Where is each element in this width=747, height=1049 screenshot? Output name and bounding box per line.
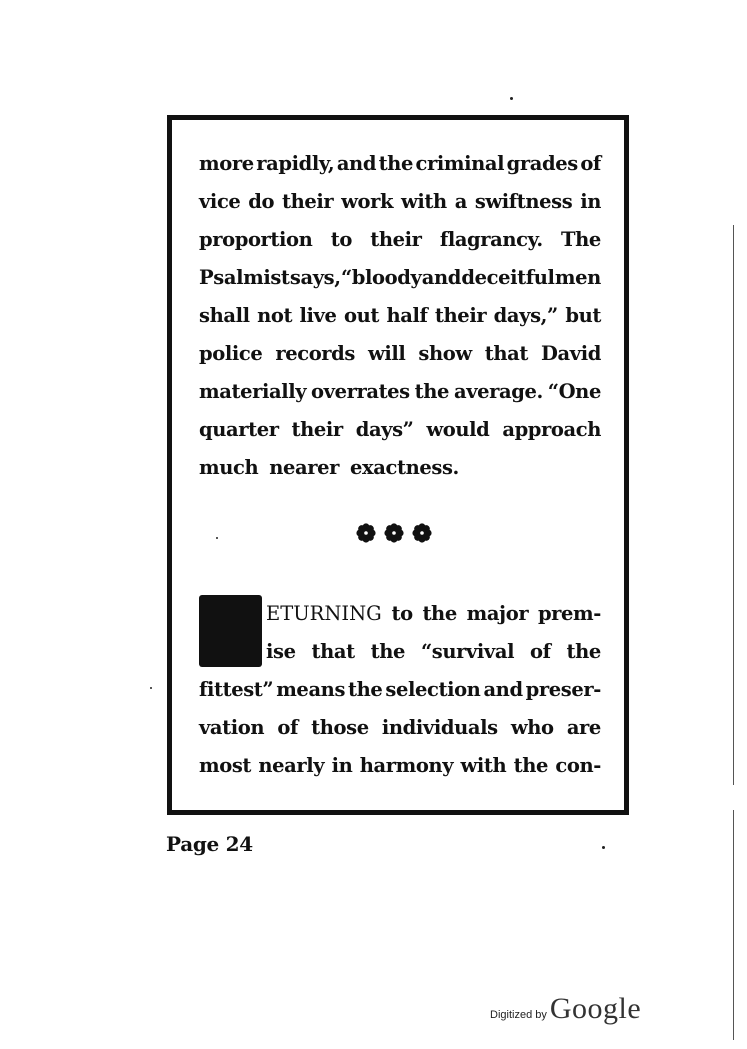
text-line bbox=[199, 747, 601, 785]
word: a bbox=[454, 190, 467, 213]
word: and bbox=[483, 678, 523, 701]
word: ise bbox=[266, 640, 296, 663]
scan-edge-line bbox=[733, 810, 734, 1040]
word: individuals bbox=[381, 716, 498, 739]
word: overrates bbox=[311, 380, 410, 403]
word: records bbox=[275, 342, 355, 365]
word: do bbox=[248, 190, 275, 213]
text-line bbox=[199, 259, 601, 297]
word: live bbox=[299, 304, 337, 327]
word: preser- bbox=[525, 678, 601, 701]
word: “bloody bbox=[340, 266, 422, 289]
word: more bbox=[199, 152, 254, 175]
word: men bbox=[554, 266, 601, 289]
word: vation bbox=[199, 716, 265, 739]
word: quarter bbox=[199, 418, 279, 441]
word: days,” bbox=[493, 304, 558, 327]
word: ETURNING bbox=[266, 602, 382, 625]
text-line bbox=[199, 449, 601, 487]
word: of bbox=[580, 152, 601, 175]
word: “survival bbox=[420, 640, 515, 663]
google-logo-text: Google bbox=[549, 992, 642, 1025]
word: Psalmist bbox=[199, 266, 290, 289]
word: with bbox=[401, 190, 447, 213]
word: and bbox=[336, 152, 377, 175]
text-line bbox=[199, 221, 601, 259]
text-line bbox=[199, 145, 601, 183]
word: to bbox=[330, 228, 352, 251]
word: with bbox=[460, 754, 507, 777]
digitized-by-label: Digitized by bbox=[490, 1009, 547, 1021]
text-line bbox=[199, 709, 601, 747]
word: harmony bbox=[359, 754, 454, 777]
word: shall bbox=[199, 304, 250, 327]
paragraph-1 bbox=[199, 145, 601, 487]
word: police bbox=[199, 342, 263, 365]
word: the bbox=[566, 640, 601, 663]
word: vice bbox=[199, 190, 241, 213]
word: half bbox=[386, 304, 428, 327]
word: and bbox=[421, 266, 462, 289]
word: nearly bbox=[258, 754, 325, 777]
word: of bbox=[277, 716, 298, 739]
scan-speck bbox=[216, 537, 218, 539]
word: in bbox=[331, 754, 353, 777]
word: would bbox=[426, 418, 490, 441]
flower-ornament-icon bbox=[411, 522, 433, 548]
word: “One bbox=[547, 380, 601, 403]
word: con- bbox=[555, 754, 601, 777]
page-number: Page 24 bbox=[166, 832, 253, 856]
word: their bbox=[370, 228, 422, 251]
word: the bbox=[348, 678, 383, 701]
word: that bbox=[484, 342, 529, 365]
word: major bbox=[466, 602, 529, 625]
word: that bbox=[311, 640, 355, 663]
text-line bbox=[199, 373, 601, 411]
word: the bbox=[513, 754, 549, 777]
scan-edge-line bbox=[733, 225, 734, 785]
word: out bbox=[343, 304, 379, 327]
word: the bbox=[370, 640, 406, 663]
word: means bbox=[276, 678, 346, 701]
word: but bbox=[565, 304, 601, 327]
word: deceitful bbox=[461, 266, 555, 289]
word: prem- bbox=[537, 602, 601, 625]
text-line bbox=[266, 633, 601, 671]
word: those bbox=[311, 716, 369, 739]
word: most bbox=[199, 754, 252, 777]
word: are bbox=[566, 716, 601, 739]
word: their bbox=[434, 304, 487, 327]
word: will bbox=[368, 342, 406, 365]
digitized-credit bbox=[490, 992, 641, 1026]
word: much bbox=[199, 456, 259, 479]
word: in bbox=[580, 190, 601, 213]
word: their bbox=[291, 418, 343, 441]
word: criminal bbox=[415, 152, 505, 175]
word: show bbox=[418, 342, 472, 365]
word: their bbox=[282, 190, 334, 213]
paragraph-2 bbox=[199, 595, 601, 785]
word: exactness. bbox=[350, 456, 459, 479]
word: who bbox=[510, 716, 554, 739]
word: days” bbox=[355, 418, 414, 441]
flower-ornament-icon bbox=[355, 522, 377, 548]
text-line bbox=[199, 335, 601, 373]
scan-speck bbox=[602, 846, 605, 849]
text-line bbox=[266, 595, 601, 633]
flower-ornament-icon bbox=[383, 522, 405, 548]
word: flagrancy. bbox=[439, 228, 543, 251]
word: the bbox=[422, 602, 457, 625]
word: rapidly, bbox=[256, 152, 335, 175]
scan-speck bbox=[150, 687, 152, 689]
text-line bbox=[199, 297, 601, 335]
word: fittest” bbox=[199, 678, 274, 701]
scan-speck bbox=[510, 97, 513, 100]
word: the bbox=[378, 152, 413, 175]
word: swiftness bbox=[474, 190, 573, 213]
text-line bbox=[199, 411, 601, 449]
word: not bbox=[257, 304, 293, 327]
word: grades bbox=[506, 152, 578, 175]
drop-cap-block bbox=[199, 595, 262, 667]
section-ornament bbox=[355, 522, 433, 548]
text-line bbox=[199, 183, 601, 221]
word: approach bbox=[502, 418, 601, 441]
word: says, bbox=[289, 266, 341, 289]
word: nearer bbox=[269, 456, 340, 479]
word: selection bbox=[385, 678, 481, 701]
word: proportion bbox=[199, 228, 313, 251]
text-line bbox=[199, 671, 601, 709]
word: the bbox=[414, 380, 450, 403]
word: of bbox=[530, 640, 551, 663]
word: David bbox=[541, 342, 601, 365]
word: average. bbox=[453, 380, 543, 403]
word: The bbox=[561, 228, 601, 251]
word: materially bbox=[199, 380, 307, 403]
word: work bbox=[341, 190, 394, 213]
word: to bbox=[391, 602, 413, 625]
